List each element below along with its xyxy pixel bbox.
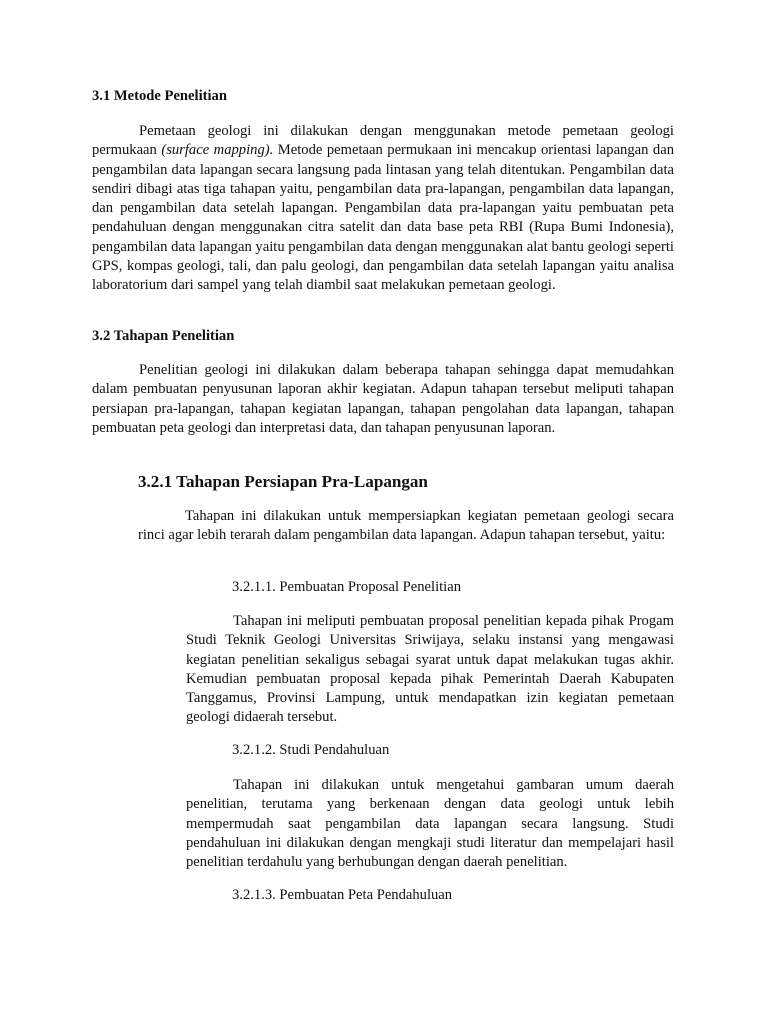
paragraph-3-1 (92, 122, 674, 296)
paragraph-3-1-italic-term: (surface mapping). (161, 142, 274, 159)
paragraph-3-1-part-2: Metode pemetaan permukaan ini mencakup orientasi lapangan dan pengambilan data lapangan secara langsung pada lintasan yang telah ditentukan. Pengambilan data sendiri dibagi atas tiga tahapan yaitu, pengambilan data pra-lapangan, pengambilan data lapangan, dan pengambilan data setelah lapangan. Pengambilan data pra-lapangan yaitu pembuatan peta pendahuluan dengan menggunakan citra satelit dan data base peta RBI (Rupa Bumi Indonesia), pengambilan data lapangan yaitu pengambilan data dengan menggunakan alat bantu geologi seperti GPS, kompas geologi, tali, dan palu geologi, dan pengambilan data setelah lapangan yaitu analisa laboratorium dari sampel yang telah diambil saat melakukan pemetaan geologi. (92, 142, 674, 294)
heading-3-2-1: 3.2.1 Tahapan Persiapan Pra-Lapangan (138, 472, 428, 491)
paragraph-3-2-1-2: Tahapan ini dilakukan untuk mengetahui gambaran umum daerah penelitian, terutama yang berkenaan dengan data geologi untuk lebih mempermudah saat pengambilan data lapangan secara langsung. Studi pendahuluan ini dilakukan dengan mengkaji studi literatur dan mempelajari hasil penelitian terdahulu yang berhubungan dengan daerah penelitian. (186, 777, 674, 871)
heading-3-2-1-1: 3.2.1.1. Pembuatan Proposal Penelitian (232, 579, 462, 595)
heading-3-1: 3.1 Metode Penelitian (92, 88, 227, 104)
heading-3-2: 3.2 Tahapan Penelitian (92, 328, 235, 344)
paragraph-3-2-1-1: Tahapan ini meliputi pembuatan proposal penelitian kepada pihak Progam Studi Teknik Geologi Universitas Sriwijaya, selaku instansi yang mengawasi kegiatan penelitian sekaligus sebagai syarat untuk dapat melakukan tugas akhir. Kemudian pembuatan proposal kepada pihak Pemerintah Daerah Kabupaten Tanggamus, Provinsi Lampung, untuk mendapatkan izin kegiatan pemetaan geologi didaerah tersebut. (186, 613, 674, 726)
paragraph-3-2-1: Tahapan ini dilakukan untuk mempersiapkan kegiatan pemetaan geologi secara rinci agar lebih terarah dalam pengambilan data lapangan. Adapun tahapan tersebut, yaitu: (138, 508, 674, 544)
paragraph-3-2: Penelitian geologi ini dilakukan dalam beberapa tahapan sehingga dapat memudahkan dalam pembuatan penyusunan laporan akhir kegiatan. Adapun tahapan tersebut meliputi tahapan persiapan pra-lapangan, tahapan kegiatan lapangan, tahapan pengolahan data lapangan, tahapan pembuatan peta geologi dan interpretasi data, dan tahapan penyusunan laporan. (92, 362, 674, 436)
heading-3-2-1-2: 3.2.1.2. Studi Pendahuluan (232, 742, 390, 758)
paragraph-3-1-part-1: Pemetaan geologi ini dilakukan dengan menggunakan metode pemetaan geologi permukaan (92, 123, 674, 159)
heading-3-2-1-3: 3.2.1.3. Pembuatan Peta Pendahuluan (232, 887, 453, 903)
